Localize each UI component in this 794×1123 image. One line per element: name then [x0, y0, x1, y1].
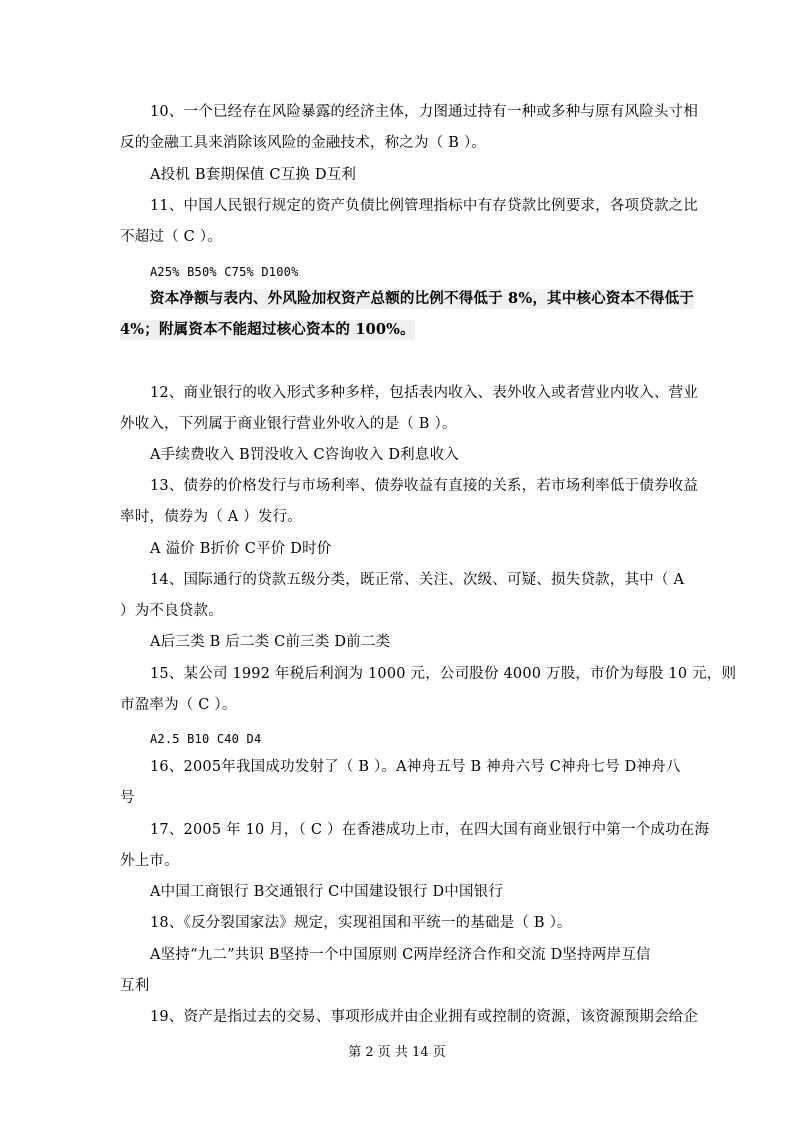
q11-line2: 不超过（ C ）。 — [120, 229, 222, 245]
q12-options: A手续费收入 B罚没收入 C咨询收入 D利息收入 — [150, 447, 459, 463]
q16-line1: 16、2005年我国成功发射了（ B ）。A神舟五号 B 神舟六号 C神舟七号 D神舟八 — [150, 759, 681, 775]
q14-line2: ）为不良贷款。 — [120, 603, 223, 619]
q10-line1: 10、一个已经存在风险暴露的经济主体，力图通过持有一种或多种与原有风险头寸相 — [150, 104, 699, 120]
page-footer: 第 2 页 共 14 页 — [348, 1045, 446, 1060]
q14-options: A后三类 B 后二类 C前三类 D前二类 — [150, 634, 391, 650]
q13-options: A 溢价 B折价 C平价 D时价 — [150, 541, 332, 557]
q17-options: A中国工商银行 B交通银行 C中国建设银行 D中国银行 — [150, 884, 504, 900]
q16-line2: 号 — [120, 790, 135, 806]
q17-line2: 外上市。 — [120, 853, 179, 869]
note-line1: 资本净额与表内、外风险加权资产总额的比例不得低于 8%，其中核心资本不得低于 — [150, 290, 695, 307]
q15-line1: 15、某公司 1992 年税后利润为 1000 元，公司股份 4000 万股，市价为每股 10 元，则 — [150, 666, 737, 682]
q15-line2: 市盈率为（ C ）。 — [120, 697, 237, 713]
q12-line1: 12、商业银行的收入形式多种多样，包括表内收入、表外收入或者营业内收入、营业 — [150, 385, 699, 401]
q15-options: A2.5 B10 C40 D4 — [150, 732, 262, 746]
q14-line1: 14、国际通行的贷款五级分类，既正常、关注、次级、可疑、损失贷款，其中（ A — [150, 572, 685, 588]
q10-line2: 反的金融工具来消除该风险的金融技术，称之为（ B ）。 — [120, 135, 487, 151]
q19-line1: 19、资产是指过去的交易、事项形成并由企业拥有或控制的资源，该资源预期会给企 — [150, 1009, 699, 1025]
q17-line1: 17、2005 年 10 月，（ C ）在香港成功上市，在四大国有商业银行中第一个成功在海 — [150, 822, 710, 838]
q13-line2: 率时，债券为（ A ）发行。 — [120, 509, 302, 525]
q11-options: A25% B50% C75% D100% — [150, 265, 299, 279]
note-line2: 4%；附属资本不能超过核心资本的 100%。 — [120, 321, 415, 338]
q18-options-cont: 互利 — [120, 978, 150, 994]
q10-options: A投机 B套期保值 C互换 D互利 — [150, 167, 357, 183]
q18-line1: 18、《反分裂国家法》规定，实现祖国和平统一的基础是（ B ）。 — [150, 915, 572, 931]
q11-line1: 11、中国人民银行规定的资产负债比例管理指标中有存贷款比例要求，各项贷款之比 — [150, 198, 699, 214]
q18-options: A坚持“九二”共识 B坚持一个中国原则 C两岸经济合作和交流 D坚持两岸互信 — [150, 947, 651, 963]
q12-line2: 外收入，下列属于商业银行营业外收入的是（ B ）。 — [120, 416, 457, 432]
q13-line1: 13、债券的价格发行与市场利率、债券收益有直接的关系，若市场利率低于债券收益 — [150, 478, 699, 494]
